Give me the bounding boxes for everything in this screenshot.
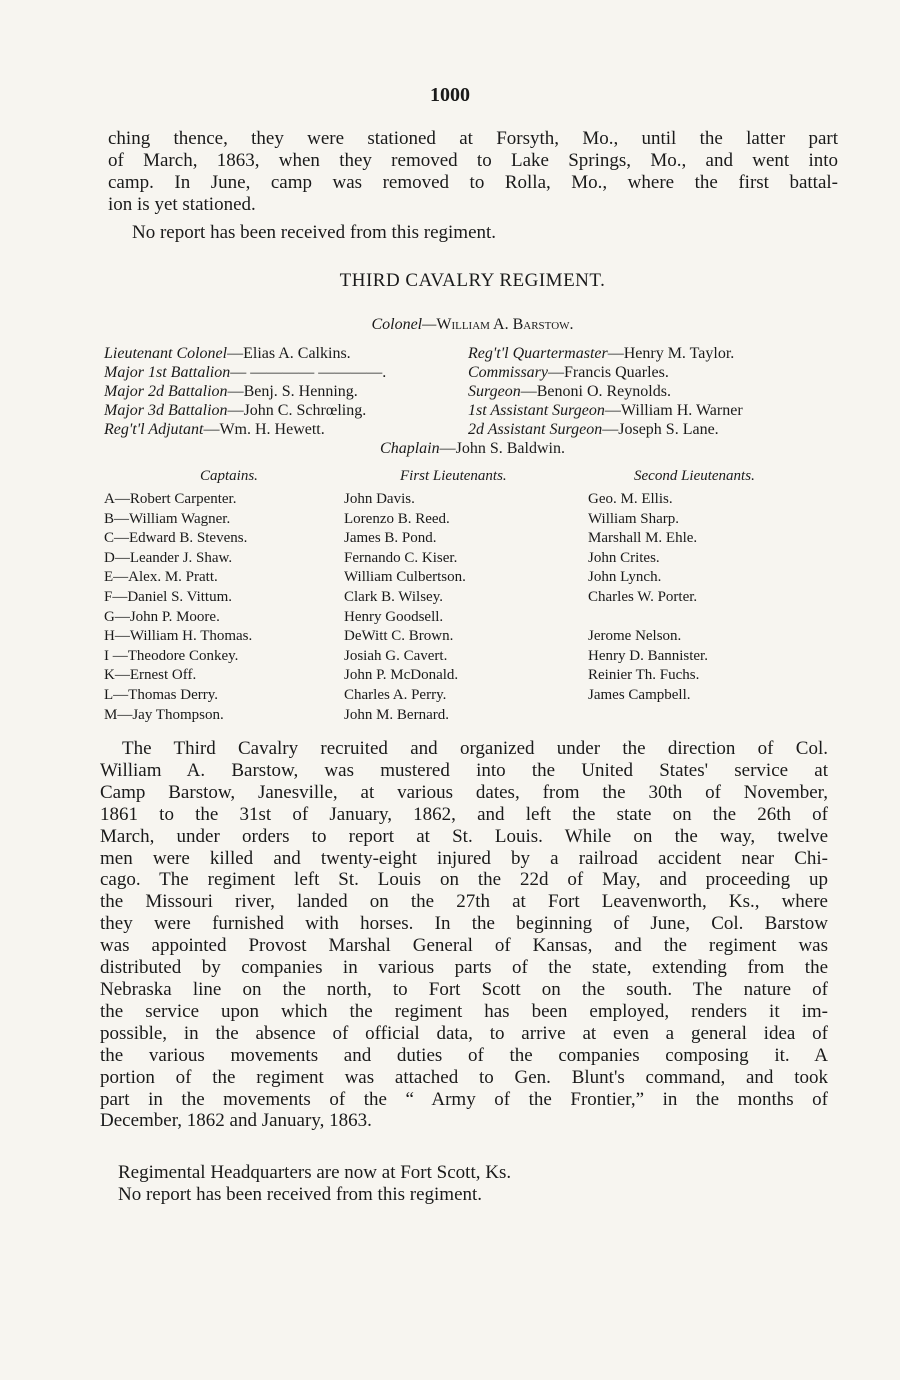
first-lieutenant-cell: Lorenzo B. Reed.: [344, 510, 450, 527]
text-line: they were furnished with horses. In the beginning of June, Col. Barstow: [100, 913, 828, 935]
text-line: the service upon which the regiment has been employed, renders it im-: [100, 1000, 828, 1022]
captain-cell: B—William Wagner.: [104, 510, 231, 527]
second-lieutenant-cell: Reinier Th. Fuchs.: [588, 667, 700, 684]
captain-cell: E—Alex. M. Pratt.: [104, 569, 218, 586]
first-lieutenant-cell: John Davis.: [344, 491, 415, 507]
text-line: of March, 1863, when they removed to Lake Springs, Mo., and went into: [108, 150, 838, 171]
officer-row: [104, 363, 844, 382]
officer-title: Reg't'l Adjutant: [104, 421, 204, 438]
intro-no-report: [132, 222, 862, 244]
text-line: was appointed Provost Marshal General of Kansas, and the regiment was: [100, 935, 828, 957]
text-line: William A. Barstow, was mustered into the United States' service at: [100, 759, 828, 781]
company-row: [104, 490, 804, 510]
text-line: the Missouri river, landed on the 27th at Fort Leavenworth, Ks., where: [100, 891, 828, 913]
captain-cell: M—Jay Thompson.: [104, 706, 224, 723]
narrative-paragraph: [100, 738, 828, 1132]
officer-row: [104, 344, 844, 363]
second-lieutenant-cell: William Sharp.: [588, 510, 680, 527]
officer-name: —Elias A. Calkins.: [227, 345, 351, 362]
officer-title: Lieutenant Colonel: [104, 345, 228, 362]
captain-cell: D—Leander J. Shaw.: [104, 549, 233, 566]
captains-header: Captains.: [200, 468, 258, 484]
second-lieutenants-header: Second Lieutenants.: [634, 468, 755, 484]
company-row: [104, 686, 804, 706]
intro-paragraph: [108, 128, 838, 216]
officer-title: Major 1st Battalion: [104, 364, 231, 381]
text-line: No report has been received from this regiment.: [118, 1184, 483, 1205]
text-line: cago. The regiment left St. Louis on the 22d of May, and proceeding up: [100, 869, 828, 891]
officers-list: [104, 344, 844, 439]
first-lieutenant-cell: Clark B. Wilsey.: [344, 588, 443, 605]
text-line: possible, in the absence of official data, to arrive at even a general idea of: [100, 1022, 828, 1044]
officer-title: Major 3d Battalion: [104, 402, 228, 419]
officer-title: Major 2d Battalion: [104, 383, 228, 400]
company-row: [104, 568, 804, 588]
officer-title: Surgeon: [468, 383, 521, 400]
chaplain-title: Chaplain: [380, 440, 440, 457]
second-lieutenant-cell: James Campbell.: [588, 686, 691, 703]
headquarters-line: [118, 1162, 848, 1184]
text-line: the various movements and duties of the companies composing it. A: [100, 1044, 828, 1066]
officer-title: Reg't'l Quartermaster: [468, 345, 608, 362]
second-lieutenant-cell: Charles W. Porter.: [588, 588, 698, 605]
colonel-name: William A. Barstow.: [436, 316, 574, 333]
captain-cell: G—John P. Moore.: [104, 608, 220, 625]
company-row: [104, 666, 804, 686]
text-line: portion of the regiment was attached to Gen. Blunt's command, and took: [100, 1066, 828, 1088]
second-lieutenant-cell: Geo. M. Ellis.: [588, 491, 673, 507]
officer-name: —Benoni O. Reynolds.: [520, 383, 671, 400]
colonel-line: [0, 316, 900, 334]
first-lieutenant-cell: Fernando C. Kiser.: [344, 549, 458, 566]
officer-name: —Joseph S. Lane.: [602, 421, 719, 438]
second-lieutenant-cell: Henry D. Bannister.: [588, 647, 708, 664]
text-line: No report has been received from this regiment.: [132, 222, 497, 243]
second-lieutenant-cell: Jerome Nelson.: [588, 628, 682, 645]
officer-title: 1st Assistant Surgeon: [468, 402, 605, 419]
first-lieutenant-cell: James B. Pond.: [344, 530, 437, 547]
first-lieutenant-cell: William Culbertson.: [344, 569, 466, 586]
captain-cell: C—Edward B. Stevens.: [104, 530, 248, 547]
text-line: 1861 to the 31st of January, 1862, and left the state on the 26th of: [100, 803, 828, 825]
company-row: [104, 588, 804, 608]
officer-name: —Francis Quarles.: [548, 364, 669, 381]
second-lieutenant-cell: John Lynch.: [588, 569, 662, 586]
company-row: [104, 510, 804, 530]
officer-name: —Benj. S. Henning.: [227, 383, 358, 400]
text-line: December, 1862 and January, 1863.: [100, 1110, 372, 1132]
closing-no-report: [118, 1184, 848, 1206]
captain-cell: F—Daniel S. Vittum.: [104, 588, 232, 605]
company-table: [104, 490, 804, 725]
officer-name: —John C. Schrœling.: [227, 402, 367, 419]
company-row: [104, 627, 804, 647]
first-lieutenant-cell: Henry Goodsell.: [344, 608, 444, 625]
officer-row: [104, 420, 844, 439]
text-line: ion is yet stationed.: [108, 194, 256, 215]
company-row: [104, 706, 804, 726]
colonel-title: Colonel—: [371, 316, 437, 333]
company-row: [104, 647, 804, 667]
text-line: distributed by companies in various parts of the state, extending from the: [100, 957, 828, 979]
first-lieutenant-cell: Josiah G. Cavert.: [344, 647, 448, 664]
officer-name: —Wm. H. Hewett.: [203, 421, 325, 438]
chaplain-line: [0, 440, 900, 458]
second-lieutenant-cell: John Crites.: [588, 549, 660, 566]
captain-cell: A—Robert Carpenter.: [104, 491, 237, 507]
text-line: camp. In June, camp was removed to Rolla, Mo., where the first battal-: [108, 172, 838, 193]
first-lieutenant-cell: John M. Bernard.: [344, 706, 449, 723]
officer-title: Commissary: [468, 364, 549, 381]
text-line: ching thence, they were stationed at Forsyth, Mo., until the latter part: [108, 128, 838, 149]
captain-cell: I —Theodore Conkey.: [104, 647, 239, 664]
first-lieutenant-cell: Charles A. Perry.: [344, 686, 447, 703]
captain-cell: K—Ernest Off.: [104, 667, 197, 684]
first-lieutenants-header: First Lieutenants.: [400, 468, 507, 484]
text-line: part in the movements of the “ Army of the Frontier,” in the months of: [100, 1088, 828, 1110]
text-line: Camp Barstow, Janesville, at various dates, from the 30th of November,: [100, 781, 828, 803]
first-lieutenant-cell: DeWitt C. Brown.: [344, 628, 454, 645]
company-row: [104, 608, 804, 628]
captain-cell: L—Thomas Derry.: [104, 686, 218, 703]
text-line: Regimental Headquarters are now at Fort Scott, Ks.: [118, 1162, 512, 1183]
captain-cell: H—William H. Thomas.: [104, 628, 253, 645]
chaplain-name: —John S. Baldwin.: [439, 440, 565, 457]
officer-row: [104, 401, 844, 420]
company-row: [104, 529, 804, 549]
text-line: men were killed and twenty-eight injured by a railroad accident near Chi-: [100, 847, 828, 869]
text-line: Nebraska line on the north, to Fort Scott on the south. The nature of: [100, 978, 828, 1000]
officer-row: [104, 382, 844, 401]
page-number: 1000: [430, 84, 470, 106]
officer-name: —William H. Warner: [604, 402, 743, 419]
second-lieutenant-cell: Marshall M. Ehle.: [588, 530, 698, 547]
text-line: The Third Cavalry recruited and organized under the direction of Col.: [122, 738, 828, 759]
first-lieutenant-cell: John P. McDonald.: [344, 667, 459, 684]
officer-name: —Henry M. Taylor.: [607, 345, 735, 362]
officer-title: 2d Assistant Surgeon: [468, 421, 603, 438]
officer-name: — ———— ————.: [230, 364, 387, 381]
company-row: [104, 549, 804, 569]
text-line: March, under orders to report at St. Louis. While on the way, twelve: [100, 825, 828, 847]
section-title: THIRD CAVALRY REGIMENT.: [339, 270, 606, 291]
